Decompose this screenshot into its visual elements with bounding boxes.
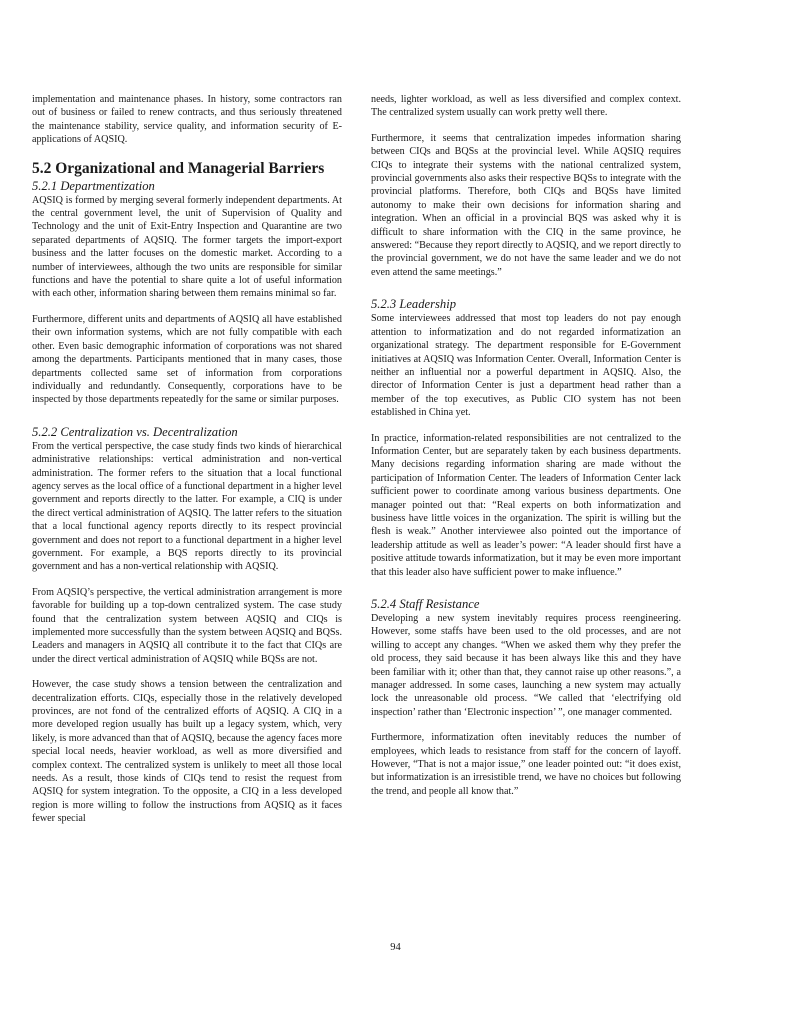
- paragraph-continued: needs, lighter workload, as well as less diversified and complex context. The centralized system usually can work pretty well there.: [371, 94, 681, 119]
- paragraph-centralization-4: Furthermore, it seems that centralization impedes information sharing between CIQs and BQSs at the provincial level. While AQSIQ requires CIQs to integrate their systems with the national centralized system, provincial governments also asks their respective BQSs to integrate with the provincial platforms. Therefore, both CIQs and BQSs have limited autonomy to make their own decisions for information sharing and integration. When an official in a provincial BQS was asked why it is difficult to share information with the CIQ in the same province, he answered: “Because they report directly to AQSIQ, and we report directly to the provincial government, we do not have the same leader and we do not even attend the same meetings.”: [371, 132, 681, 278]
- paragraph-centralization-3: However, the case study shows a tension between the centralization and decentralization efforts. CIQs, especially those in the relatively developed provinces, are not fond of the centralized efforts of AQSIQ. A CIQ in a more developed region usually has built up a legacy system, which, very likely, is more advanced than that of AQSIQ, because the agency faces more special local needs, heavier workload, as well as more diversified and complex context. The centralized system is unlikely to meet all those local needs. As a result, those kinds of CIQs tend to resist the request from AQSIQ for system integration. To the opposite, a CIQ in a less developed region is more willing to follow the instructions from AQSIQ as it faces fewer special: [32, 679, 342, 825]
- subsection-heading-5-2-4: 5.2.4 Staff Resistance: [371, 597, 480, 611]
- paragraph-intro: implementation and maintenance phases. In history, some contractors ran out of business or failed to renew contracts, and thus seriously threatened the maintenance stability, service quality, and information security of E-applications of AQSIQ.: [32, 94, 342, 146]
- page-number: 94: [390, 942, 401, 953]
- paragraph-departmentization-2: Furthermore, different units and departments of AQSIQ all have established their own information systems, which are not fully compatible with each other. Even basic demographic information of corporations was not shared among the departments. Participants mentioned that in many cases, those departments collected same set of information from corporations individually and redundantly. Consequently, corporations have to be inspected by those departments repeatedly for the same or similar purposes.: [32, 313, 342, 406]
- paragraph-leadership-2: In practice, information-related responsibilities are not centralized to the Information Center, but are separately taken by each business departments. Many decisions regarding information sharing are made without the participation of Information Center. The leaders of Information Center lack sufficient power to coordinate among various business departments. One manager pointed out that: “Real experts on both informatization and business have little voices in the organization. The spirit is willing but the flesh is weak.” Another interviewee also pointed out the importance of leadership attitude as well as leader’s power: “A leader should first have a positive attitude towards informatization, but it may be even more important that this leader also have sufficient power to make influence.”: [371, 432, 681, 578]
- subsection-heading-5-2-2: 5.2.2 Centralization vs. Decentralization: [32, 424, 238, 439]
- paragraph-leadership-1: Some interviewees addressed that most top leaders do not pay enough attention to informatization and do not regarded informatization an organizational strategy. The department responsible for E-Government initiatives at AQSIQ was Information Center. Overall, Information Center is neither an influential nor a powerful department in AQSIQ. Also, the director of Information Center is just a department head rather than a member of the top executives, as Public CIO system has not been established in China yet.: [371, 313, 681, 419]
- section-heading-5-2: 5.2 Organizational and Managerial Barriers: [32, 159, 325, 177]
- left-column: [32, 93, 342, 838]
- subsection-heading-5-2-1: 5.2.1 Departmentization: [32, 178, 155, 193]
- subsection-heading-5-2-3: 5.2.3 Leadership: [371, 297, 457, 312]
- right-column: [371, 93, 681, 810]
- paragraph-centralization-1: From the vertical perspective, the case study finds two kinds of hierarchical administrative relationships: vertical administration and non-vertical administration. The former refers to the situation that a local functional agency serves as the local office of a functional department in a higher level government and reports directly to the latter. For example, a CIQ is under the direct vertical administration of AQSIQ. The latter refers to the situation that a local functional agency reports directly to its respect provincial government and does not report to a functional department in a higher level government. For example, a BQS reports directly to its provincial government and has a non-vertical relationship with AQSIQ.: [32, 440, 342, 573]
- paragraph-staff-resistance-2: Furthermore, informatization often inevitably reduces the number of employees, which leads to resistance from staff for the concern of layoff. However, “That is not a major issue,” one leader pointed out: “it does exist, but informatization is an irresistible trend, we have no choices but following the trend, and people all know that.”: [371, 732, 681, 797]
- paragraph-departmentization-1: AQSIQ is formed by merging several formerly independent departments. At the central government level, the unit of Supervision of Quality and Technology and the unit of Exit-Entry Inspection and Quarantine are two separated departments of AQSIQ. The former targets the import-export business and the latter focuses on the domestic market. According to a number of interviewees, although the two units are responsible for similar functions and have the potential to share quite a lot of useful information with each other, information sharing between them remains minimal so far.: [32, 194, 342, 300]
- paragraph-centralization-2: From AQSIQ’s perspective, the vertical administration arrangement is more favorable for building up a top-down centralized system. The case study found that the centralization system between AQSIQ and CIQs is implemented more successfully than the system between AQSIQ and BQSs. Leaders and managers in AQSIQ all contribute it to the fact that CIQs are under the direct vertical administration of AQSIQ while BQSs are not.: [32, 586, 342, 665]
- paragraph-staff-resistance-1: Developing a new system inevitably requires process reengineering. However, some staffs have been used to the old processes, and are not willing to accept any changes. “When we asked them why they prefer the old process, they said because it has been always like this and they have been familiar with it; other than that, they cannot raise up other reasons.”, a manager addressed. In some cases, launching a new system may actually lock the unreasonable old process. “We called that ‘electrifying old inspection’ rather than ‘Electronic inspection’ ”, one manager commented.: [371, 613, 681, 718]
